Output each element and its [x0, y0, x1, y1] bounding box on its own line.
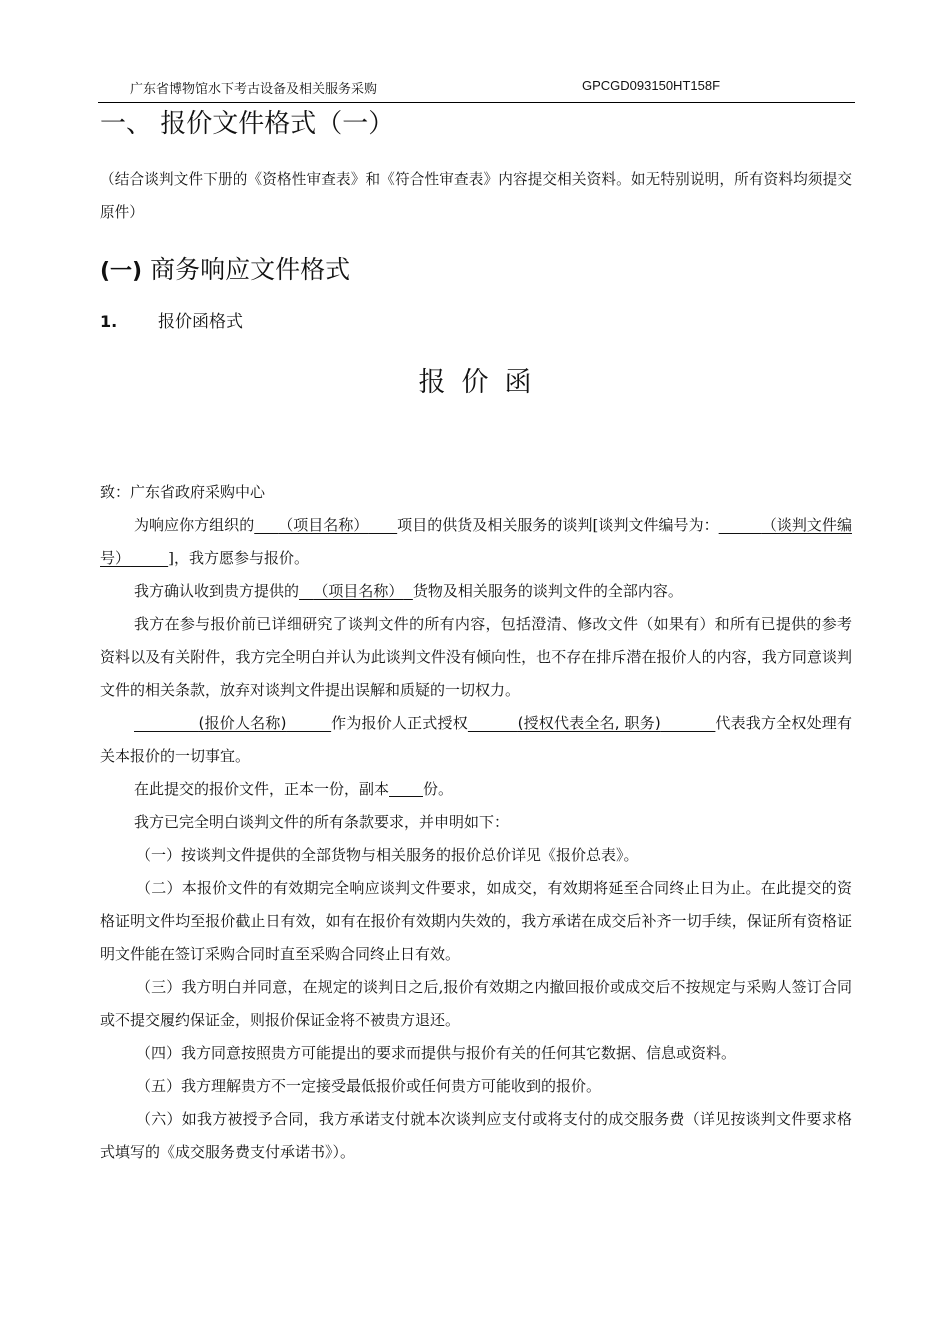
project-name-field-2: [299, 582, 413, 600]
paragraph-4: [100, 707, 852, 773]
representative-field: [468, 714, 716, 732]
paragraph-1: [100, 509, 852, 575]
header-project-code: GPCGD093150HT158F: [582, 78, 721, 93]
doc-number-placeholder: （谈判文件编号）: [100, 516, 852, 567]
project-name-placeholder-2: （项目名称）: [313, 582, 404, 600]
project-name-field: [254, 516, 397, 534]
bidder-name-placeholder: (报价人名称): [198, 714, 287, 732]
letter-body: [100, 476, 852, 1169]
p1-text-c: ]，我方愿参与报价。: [168, 549, 310, 567]
section-note: （结合谈判文件下册的《资格性审查表》和《符合性审查表》内容提交相关资料。如无特别说明，所有资料均须提交原件）: [100, 171, 852, 221]
heading-2-text: 商务响应文件格式: [150, 255, 351, 284]
declaration-item-5: （五）我方理解贵方不一定接受最低报价或任何贵方可能收到的报价。: [136, 1077, 602, 1095]
declaration-item-1: （一）按谈判文件提供的全部货物与相关服务的报价总价详见《报价总表》。: [136, 846, 639, 864]
letter-recipient: 致：广东省政府采购中心: [100, 483, 266, 501]
letter-title: 报价函: [418, 367, 548, 398]
heading-3-number: 1.: [100, 312, 118, 331]
declaration-item-4: （四）我方同意按照贵方可能提出的要求而提供与报价有关的任何其它数据、信息或资料。: [136, 1044, 737, 1062]
p5-text-a: 在此提交的报价文件，正本一份，副本: [134, 780, 390, 798]
header-project-name: 广东省博物馆水下考古设备及相关服务采购: [130, 82, 378, 97]
bidder-name-field: [134, 714, 331, 732]
p2-text-b: 货物及相关服务的谈判文件的全部内容。: [412, 582, 683, 600]
declaration-item-2: （二）本报价文件的有效期完全响应谈判文件要求，如成交，有效期将延至合同终止日为止。在此提交的资格证明文件均至报价截止日有效，如有在报价有效期内失效的，我方承诺在成交后补齐一切手续，保证所有资格证明文件能在签订采购合同时直至采购合同终止日有效。: [100, 879, 852, 963]
paragraph-2: [100, 575, 852, 608]
heading-3-text: 报价函格式: [158, 312, 243, 332]
copies-blank: [389, 781, 423, 797]
section-heading-1: 一、 报价文件格式（一）: [100, 109, 395, 139]
paragraph-3: 我方在参与报价前已详细研究了谈判文件的所有内容，包括澄清、修改文件（如果有）和所有已提供的参考资料以及有关附件，我方完全明白并认为此谈判文件没有倾向性，也不存在排斥潜在报价人的内容，我方同意谈判文件的相关条款，放弃对谈判文件提出误解和质疑的一切权力。: [100, 615, 852, 699]
p2-text-a: 我方确认收到贵方提供的: [134, 582, 300, 600]
p4-text-a: 作为报价人正式授权: [331, 714, 468, 732]
section-heading-2: [100, 250, 350, 286]
section-heading-3: [100, 307, 243, 332]
heading-2-number: (一): [100, 259, 143, 284]
declaration-item-6: （六）如我方被授予合同，我方承诺支付就本次谈判应支付或将支付的成交服务费（详见按谈判文件要求格式填写的《成交服务费支付承诺书》）。: [100, 1110, 852, 1161]
declaration-item-3: （三）我方明白并同意，在规定的谈判日之后,报价有效期之内撤回报价或成交后不按规定与采购人签订合同或不提交履约保证金，则报价保证金将不被贵方退还。: [100, 978, 852, 1029]
paragraph-6: 我方已完全明白谈判文件的所有条款要求，并申明如下：: [134, 813, 510, 831]
p4-text-b: 代表我方全权处理有关本报价的一切事宜。: [100, 714, 852, 765]
p5-text-b: 份。: [423, 780, 454, 798]
p1-text-b: 项目的供货及相关服务的谈判[谈判文件编号为：: [397, 516, 719, 534]
representative-placeholder: (授权代表全名, 职务): [517, 714, 661, 732]
paragraph-5: [100, 773, 852, 806]
p1-text-a: 为响应你方组织的: [134, 516, 255, 534]
project-name-placeholder: （项目名称）: [278, 516, 369, 534]
